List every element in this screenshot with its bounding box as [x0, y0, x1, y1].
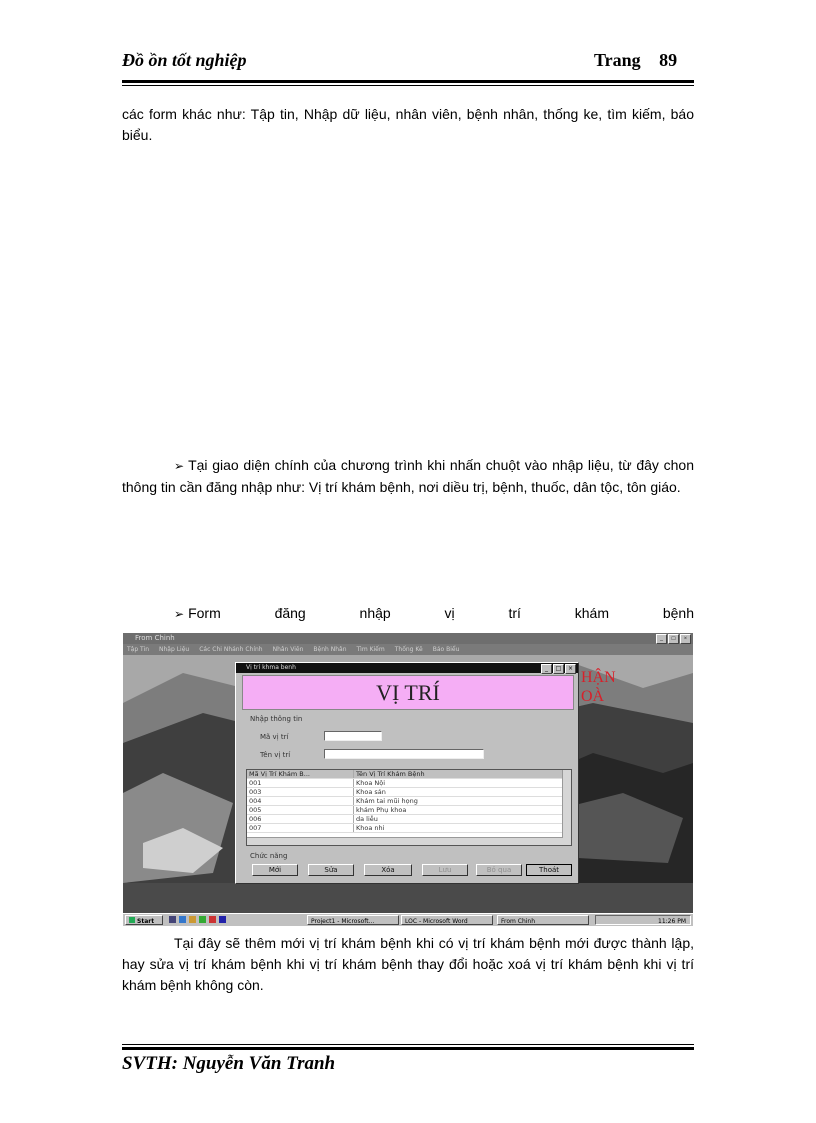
paragraph-form-caption-text: Form đăng nhập vị trí khám bệnh [188, 605, 694, 621]
location-code-input[interactable] [324, 731, 382, 741]
cell-code: 001 [247, 779, 354, 787]
location-code-label: Mã vị trí [260, 733, 289, 741]
cell-code: 007 [247, 824, 354, 832]
form-screenshot [123, 633, 693, 926]
close-icon[interactable]: × [680, 634, 691, 644]
save-button[interactable]: Lưu [422, 864, 468, 876]
cell-name: Khoa Nội [356, 779, 386, 787]
paragraph-description: Tại đây sẽ thêm mới vị trí khám bệnh khi có vị trí khám bệnh mới được thành lập, hay sửa vị trí khám bệnh khi vị trí khám bệnh thay đổi hoặc xoá vị trí khám bệnh khi vị trí khám bệnh không còn. [122, 935, 694, 993]
background-title-fragment: HẬN [581, 669, 616, 686]
menu-item[interactable]: Các Chi Nhánh Chính [199, 646, 263, 653]
exit-button[interactable]: Thoát [526, 864, 572, 876]
desktop-icon[interactable] [169, 916, 176, 923]
function-group-label: Chức năng [250, 852, 288, 860]
windows-logo-icon [129, 917, 135, 923]
table-row[interactable] [247, 815, 571, 824]
main-window-controls [656, 634, 691, 644]
cell-code: 004 [247, 797, 354, 805]
footer-rule [122, 1047, 694, 1050]
minimize-icon[interactable]: _ [541, 664, 552, 674]
footer-author: SVTH: Nguyễn Văn Tranh [122, 1053, 336, 1074]
taskbar-item[interactable]: Project1 - Microsoft... [307, 915, 399, 925]
location-name-input[interactable] [324, 749, 484, 759]
cell-name: Khoa nhi [356, 824, 385, 832]
table-row[interactable] [247, 824, 571, 833]
table-row[interactable] [247, 779, 571, 788]
cell-name: da liễu [356, 815, 378, 823]
menu-item[interactable]: Tập Tin [127, 646, 150, 653]
system-tray [595, 915, 691, 925]
app-icon[interactable] [199, 916, 206, 923]
app-icon[interactable] [209, 916, 216, 923]
taskbar-item[interactable]: LOC - Microsoft Word [401, 915, 493, 925]
start-button[interactable] [125, 915, 163, 925]
maximize-icon[interactable]: □ [553, 664, 564, 674]
cell-name: Khoa sản [356, 788, 386, 796]
paragraph-intro: các form khác như: Tập tin, Nhập dữ liệu, nhân viên, bệnh nhân, thống ke, tìm kiếm, báo biểu. [122, 106, 694, 143]
paragraph-main-ui-text: Tại giao diện chính của chương trình khi nhấn chuột vào nhập liệu, từ đây chon thông tin cần đăng nhập như: Vị trí khám bệnh, nơi diều trị, bệnh, thuốc, dân tộc, tôn giáo. [122, 457, 694, 495]
taskbar-item[interactable]: From Chinh [497, 915, 589, 925]
menu-item[interactable]: Thống Kê [394, 646, 423, 653]
word-icon[interactable] [219, 916, 226, 923]
grid-vertical-scrollbar[interactable] [562, 770, 571, 845]
new-button[interactable]: Mới [252, 864, 298, 876]
location-name-label: Tên vị trí [260, 751, 291, 759]
header-rule-thin [122, 85, 694, 86]
input-group-label: Nhập thông tin [250, 715, 303, 723]
footer-rule-thin [122, 1044, 694, 1045]
grid-header-name[interactable]: Tên Vị Trí Khám Bệnh [356, 770, 425, 778]
paragraph-main-ui [122, 455, 694, 498]
dialog-controls [541, 664, 576, 674]
menu-item[interactable]: Nhập Liệu [159, 646, 190, 653]
delete-button[interactable]: Xóa [364, 864, 412, 876]
table-row[interactable] [247, 788, 571, 797]
browser-icon[interactable] [179, 916, 186, 923]
table-row[interactable] [247, 797, 571, 806]
quick-launch [169, 916, 226, 923]
menu-item[interactable]: Bệnh Nhân [313, 646, 347, 653]
dialog-title [236, 663, 578, 673]
minimize-icon[interactable]: _ [656, 634, 667, 644]
header-page-number: Trang 89 [594, 50, 678, 70]
cell-name: khám Phụ khoa [356, 806, 407, 814]
dialog-title-text: Vị trí khma benh [246, 664, 296, 671]
header-rule [122, 80, 694, 83]
outlook-icon[interactable] [189, 916, 196, 923]
menu-item[interactable]: Nhân Viên [272, 646, 304, 653]
windows-taskbar [123, 913, 693, 926]
cell-code: 006 [247, 815, 354, 823]
location-grid[interactable] [246, 769, 572, 846]
dialog-banner: VỊ TRÍ [242, 675, 574, 710]
grid-header-row [247, 770, 571, 779]
maximize-icon[interactable]: □ [668, 634, 679, 644]
cell-name: Khám tai mũi họng [356, 797, 418, 805]
bullet-arrow-icon: ➢ [174, 607, 185, 621]
grid-horizontal-scrollbar[interactable] [247, 837, 563, 845]
start-label: Start [137, 918, 155, 925]
close-icon[interactable]: × [565, 664, 576, 674]
main-window-title: From Chinh [123, 633, 693, 644]
location-dialog [235, 662, 579, 884]
cell-code: 005 [247, 806, 354, 814]
background-title-fragment: OÀ [581, 688, 605, 705]
menu-item[interactable]: Báo Biểu [432, 646, 460, 653]
table-row[interactable] [247, 806, 571, 815]
bullet-arrow-icon: ➢ [174, 459, 185, 473]
menu-item[interactable]: Tìm Kiếm [356, 646, 385, 653]
edit-button[interactable]: Sửa [308, 864, 354, 876]
cancel-button[interactable]: Bỏ qua [476, 864, 522, 876]
header-title: Đồ ồn tốt nghiệp [122, 50, 247, 70]
grid-header-code[interactable]: Mã Vị Trí Khám B... [247, 770, 354, 778]
paragraph-form-caption [122, 603, 694, 625]
main-menu-bar [123, 644, 693, 655]
cell-code: 003 [247, 788, 354, 796]
clock[interactable]: 11:26 PM [658, 918, 686, 925]
